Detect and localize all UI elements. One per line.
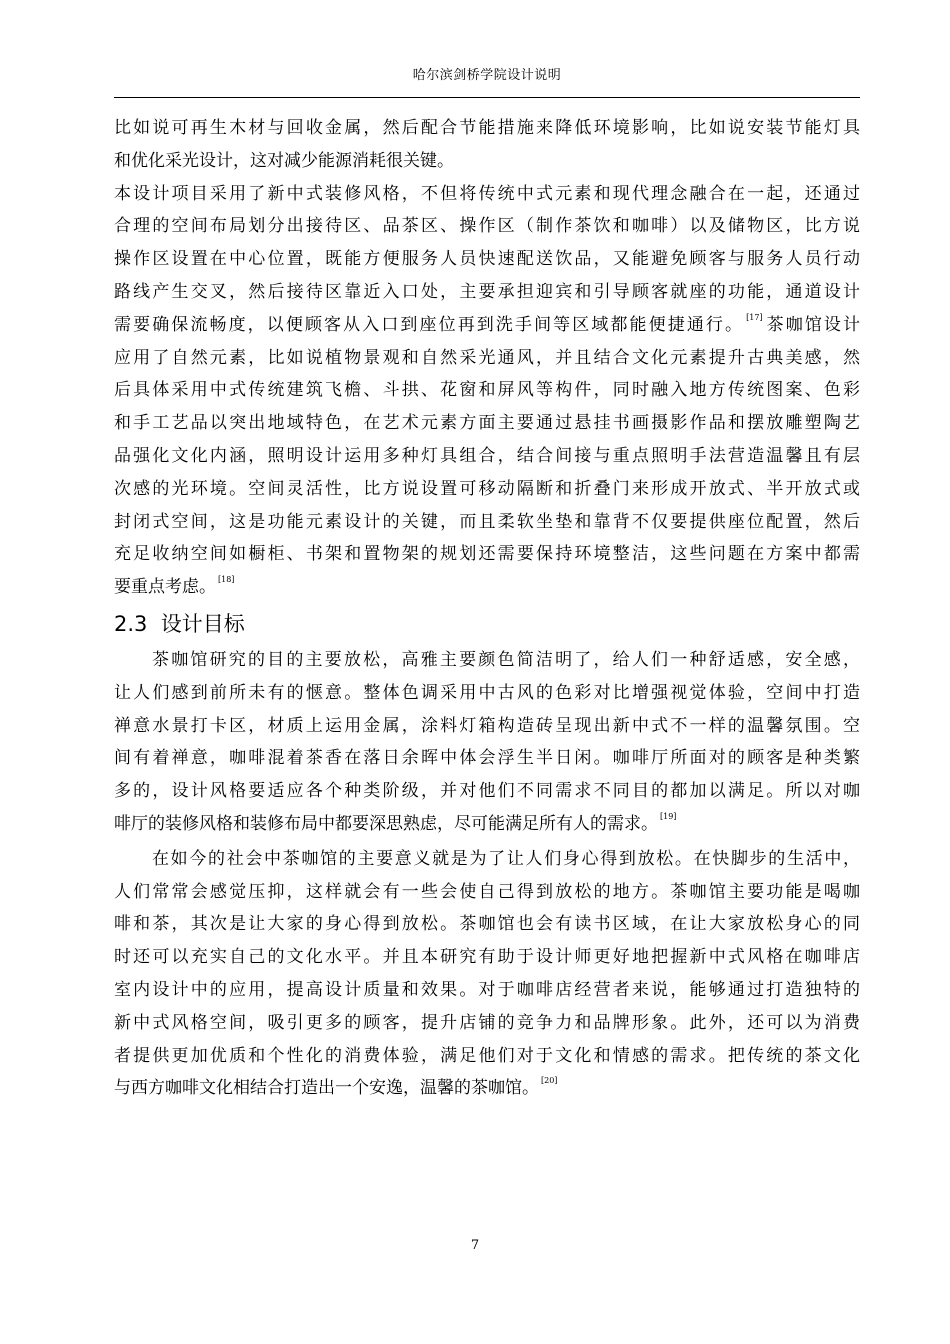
text-line: 室内设计中的应用，提高设计质量和效果。对于咖啡店经营者来说，能够通过打造独特的 [114,979,860,1000]
paragraph-4 [114,843,860,1105]
text-line: 比如说可再生木材与回收金属，然后配合节能措施来降低环境影响，比如说安装节能灯具 [114,118,860,138]
text-line: 和优化采光设计，这对减少能源消耗很关键。 [114,150,454,171]
text-line: 者提供更加优质和个性化的消费体验，满足他们对于文化和情感的需求。把传统的茶文化 [114,1045,860,1066]
paragraph-3 [114,644,860,841]
text-segment: 要重点考虑。 [114,577,216,598]
header-rule [114,97,860,98]
text-line: 充足收纳空间如橱柜、书架和置物架的规划还需要保持环境整洁，这些问题在方案中都需 [114,544,860,565]
text-line: 多的，设计风格要适应各个种类阶级，并对他们不同需求不同目的都加以满足。所以对咖 [114,781,860,802]
text-line: 让人们感到前所未有的惬意。整体色调采用中古风的色彩对比增强视觉体验，空间中打造 [114,682,860,703]
text-line: 啡和茶，其次是让大家的身心得到放松。茶咖馆也会有读书区域，在让大家放松身心的同 [114,914,860,935]
text-line: 间有着禅意，咖啡混着茶香在落日余晖中体会浮生半日闲。咖啡厅所面对的顾客是种类繁 [114,748,860,769]
paragraph-1 [114,112,860,178]
paragraph-2 [114,178,860,604]
citation-ref-17: [17] [746,312,763,322]
text-line [114,571,860,604]
citation-ref-20: [20] [541,1076,558,1086]
text-line: 本设计项目采用了新中式装修风格，不但将传统中式元素和现代理念融合在一起，还通过 [114,183,860,204]
text-segment: 茶咖馆设计 [764,314,860,335]
page-number: 7 [470,1238,480,1253]
text-segment: 与西方咖啡文化相结合打造出一个安逸，温馨的茶咖馆。 [114,1078,539,1099]
text-line: 新中式风格空间，吸引更多的顾客，提升店铺的竞争力和品牌形象。此外，还可以为消费 [114,1012,860,1033]
text-line: 路线产生交叉，然后接待区靠近入口处，主要承担迎宾和引导顾客就座的功能，通道设计 [114,281,860,302]
text-line [114,808,860,841]
citation-ref-19: [19] [660,811,677,821]
text-line: 合理的空间布局划分出接待区、品茶区、操作区（制作茶饮和咖啡）以及储物区，比方说 [114,216,860,237]
text-line [114,1072,860,1105]
section-heading [114,604,860,644]
text-line: 禅意水景打卡区，材质上运用金属，涂料灯箱构造砖呈现出新中式不一样的温馨氛围。空 [114,715,860,736]
section-number: 2.3 [114,611,148,636]
text-segment: 啡厅的装修风格和装修布局中都要深思熟虑，尽可能满足所有人的需求。 [114,813,658,834]
text-segment: 需要确保流畅度，以便顾客从入口到座位再到洗手间等区域都能便捷通行。 [114,314,745,335]
section-title: 设计目标 [160,611,245,636]
text-line: 在如今的社会中茶咖馆的主要意义就是为了让人们身心得到放松。在快脚步的生活中， [152,848,860,869]
text-line: 后具体采用中式传统建筑飞檐、斗拱、花窗和屏风等构件，同时融入地方传统图案、色彩 [114,380,860,401]
citation-ref-18: [18] [218,575,235,585]
text-line: 操作区设置在中心位置，既能方便服务人员快速配送饮品，又能避免顾客与服务人员行动 [114,249,860,270]
page-header: 哈尔滨剑桥学院设计说明 [412,68,562,83]
text-line: 时还可以充实自己的文化水平。并且本研究有助于设计师更好地把握新中式风格在咖啡店 [114,947,860,968]
text-line: 茶咖馆研究的目的主要放松，高雅主要颜色简洁明了，给人们一种舒适感，安全感， [152,649,860,670]
text-line [114,309,860,342]
text-line: 品强化文化内涵，照明设计运用多种灯具组合，结合间接与重点照明手法营造温馨且有层 [114,445,860,466]
text-line: 次感的光环境。空间灵活性，比方说设置可移动隔断和折叠门来形成开放式、半开放式或 [114,478,860,499]
text-line: 人们常常会感觉压抑，这样就会有一些会使自己得到放松的地方。茶咖馆主要功能是喝咖 [114,881,860,902]
text-line: 封闭式空间，这是功能元素设计的关键，而且柔软坐垫和靠背不仅要提供座位配置，然后 [114,511,860,532]
page-body [114,112,860,1105]
text-line: 和手工艺品以突出地域特色，在艺术元素方面主要通过悬挂书画摄影作品和摆放雕塑陶艺 [114,413,860,434]
text-line: 应用了自然元素，比如说植物景观和自然采光通风，并且结合文化元素提升古典美感，然 [114,347,860,368]
